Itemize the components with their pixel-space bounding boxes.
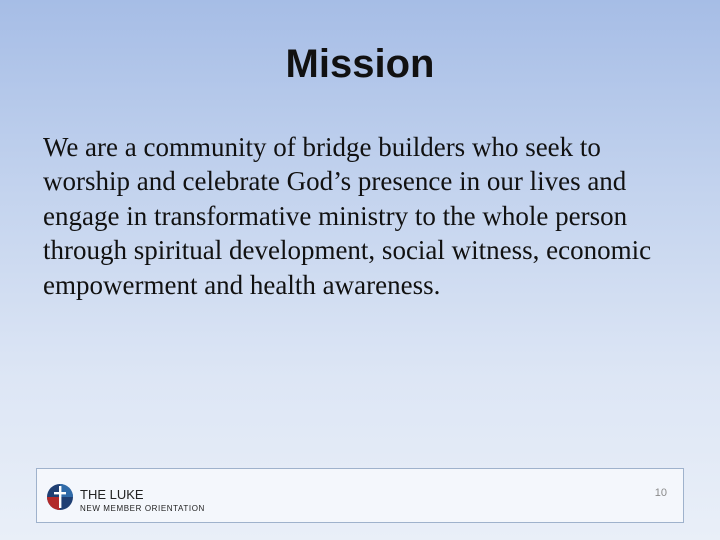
slide-footer <box>36 468 684 523</box>
footer-subtitle: NEW MEMBER ORIENTATION <box>80 504 205 513</box>
slide-title: Mission <box>285 42 435 86</box>
page-number: 10 <box>654 487 667 499</box>
footer-title: THE LUKE <box>80 487 144 502</box>
church-globe-logo-icon <box>45 482 75 512</box>
mission-statement: We are a community of bridge builders who seek to worship and celebrate God’s presence in our lives and engage in transformative ministry to the whole person through spiritual development, social witness, economic empowerment and health awareness. <box>43 132 652 300</box>
